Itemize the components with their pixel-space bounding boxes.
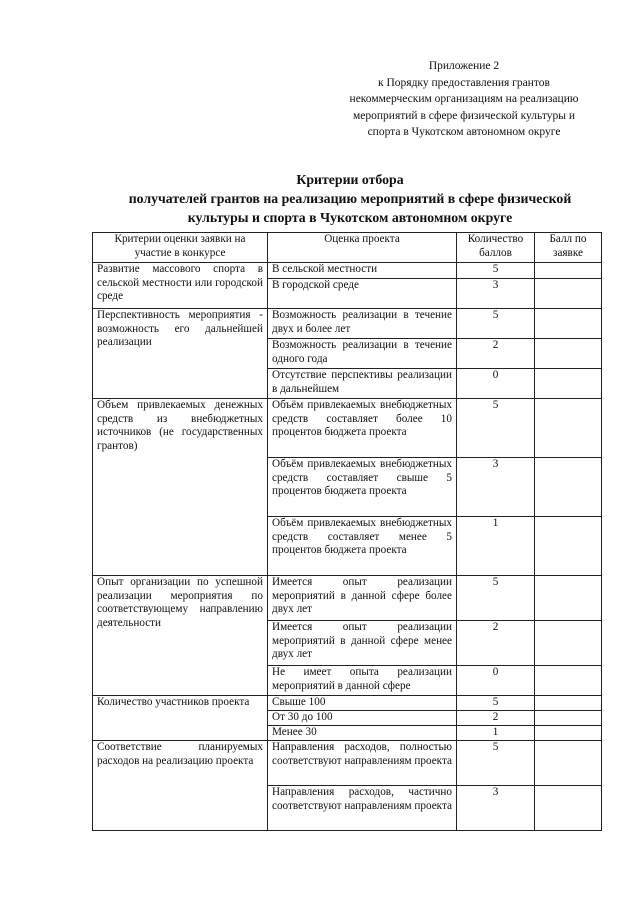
score-cell xyxy=(535,369,602,399)
score-cell xyxy=(535,263,602,279)
option-points: 1 xyxy=(457,726,535,741)
option-points: 5 xyxy=(457,576,535,621)
criterion-name: Объем привлекаемых денежных средств из внебюджетных источников (не государственных грантов) xyxy=(93,399,268,576)
table-header-row xyxy=(93,233,602,263)
option-text: Свыше 100 xyxy=(268,696,457,711)
table-row xyxy=(93,309,602,339)
option-text: Отсутствие перспективы реализации в дальнейшем xyxy=(268,369,457,399)
score-cell xyxy=(535,517,602,576)
score-cell xyxy=(535,399,602,458)
title-line: Критерии отбора xyxy=(296,172,404,187)
table-row xyxy=(93,741,602,786)
option-points: 0 xyxy=(457,666,535,696)
score-cell xyxy=(535,576,602,621)
score-cell xyxy=(535,786,602,831)
header-assessment: Оценка проекта xyxy=(268,233,457,263)
option-text: Не имеет опыта реализации мероприятий в данной сфере xyxy=(268,666,457,696)
option-text: В городской среде xyxy=(268,279,457,309)
option-text: Объём привлекаемых внебюджетных средств составляет более 10 процентов бюджета проекта xyxy=(268,399,457,458)
table-row xyxy=(93,263,602,279)
option-points: 2 xyxy=(457,621,535,666)
criterion-name: Развитие массового спорта в сельской местности или городской среде xyxy=(93,263,268,309)
criterion-name: Перспективность мероприятия - возможность его дальнейшей реализации xyxy=(93,309,268,399)
appendix-line: Приложение 2 xyxy=(428,60,500,72)
option-text: Имеется опыт реализации мероприятий в данной сфере более двух лет xyxy=(268,576,457,621)
option-text: Возможность реализации в течение одного года xyxy=(268,339,457,369)
option-points: 5 xyxy=(457,263,535,279)
option-text: В сельской местности xyxy=(268,263,457,279)
appendix-line: некоммерческим организациям на реализацию xyxy=(349,93,579,105)
option-points: 3 xyxy=(457,786,535,831)
option-points: 3 xyxy=(457,279,535,309)
option-text: Объём привлекаемых внебюджетных средств составляет свыше 5 процентов бюджета проекта xyxy=(268,458,457,517)
appendix-line: спорта в Чукотском автономном округе xyxy=(367,126,561,138)
option-text: Объём привлекаемых внебюджетных средств составляет менее 5 процентов бюджета проекта xyxy=(268,517,457,576)
table-row xyxy=(93,399,602,458)
criterion-name: Соответствие планируемых расходов на реализацию проекта xyxy=(93,741,268,831)
option-points: 5 xyxy=(457,399,535,458)
option-text: Направления расходов, полностью соответствуют направлениям проекта xyxy=(268,741,457,786)
option-points: 0 xyxy=(457,369,535,399)
header-criteria: Критерии оценки заявки на участие в конкурсе xyxy=(93,233,268,263)
criterion-name: Опыт организации по успешной реализации мероприятия по соответствующему направлению деятельности xyxy=(93,576,268,696)
score-cell xyxy=(535,666,602,696)
score-cell xyxy=(535,696,602,711)
option-text: Направления расходов, частично соответствуют направлениям проекта xyxy=(268,786,457,831)
option-text: От 30 до 100 xyxy=(268,711,457,726)
option-text: Менее 30 xyxy=(268,726,457,741)
appendix-line: мероприятий в сфере физической культуры и xyxy=(353,109,575,122)
option-text: Имеется опыт реализации мероприятий в данной сфере менее двух лет xyxy=(268,621,457,666)
score-cell xyxy=(535,458,602,517)
score-cell xyxy=(535,339,602,369)
score-cell xyxy=(535,309,602,339)
header-points: Количество баллов xyxy=(457,233,535,263)
table-row xyxy=(93,576,602,621)
appendix-block xyxy=(328,58,600,141)
appendix-line: к Порядку предоставления грантов xyxy=(378,76,550,89)
score-cell xyxy=(535,711,602,726)
option-points: 3 xyxy=(457,458,535,517)
option-points: 5 xyxy=(457,309,535,339)
document-title xyxy=(60,170,640,227)
table-row xyxy=(93,696,602,711)
score-cell xyxy=(535,741,602,786)
option-points: 2 xyxy=(457,339,535,369)
option-text: Возможность реализации в течение двух и более лет xyxy=(268,309,457,339)
title-line: культуры и спорта в Чукотском автономном округе xyxy=(187,210,513,225)
option-points: 2 xyxy=(457,711,535,726)
criteria-table xyxy=(92,232,602,831)
option-points: 1 xyxy=(457,517,535,576)
option-points: 5 xyxy=(457,741,535,786)
score-cell xyxy=(535,621,602,666)
title-line: получателей грантов на реализацию мероприятий в сфере физической xyxy=(128,191,572,206)
score-cell xyxy=(535,279,602,309)
score-cell xyxy=(535,726,602,741)
option-points: 5 xyxy=(457,696,535,711)
criterion-name: Количество участников проекта xyxy=(93,696,268,741)
header-score: Балл по заявке xyxy=(535,233,602,263)
